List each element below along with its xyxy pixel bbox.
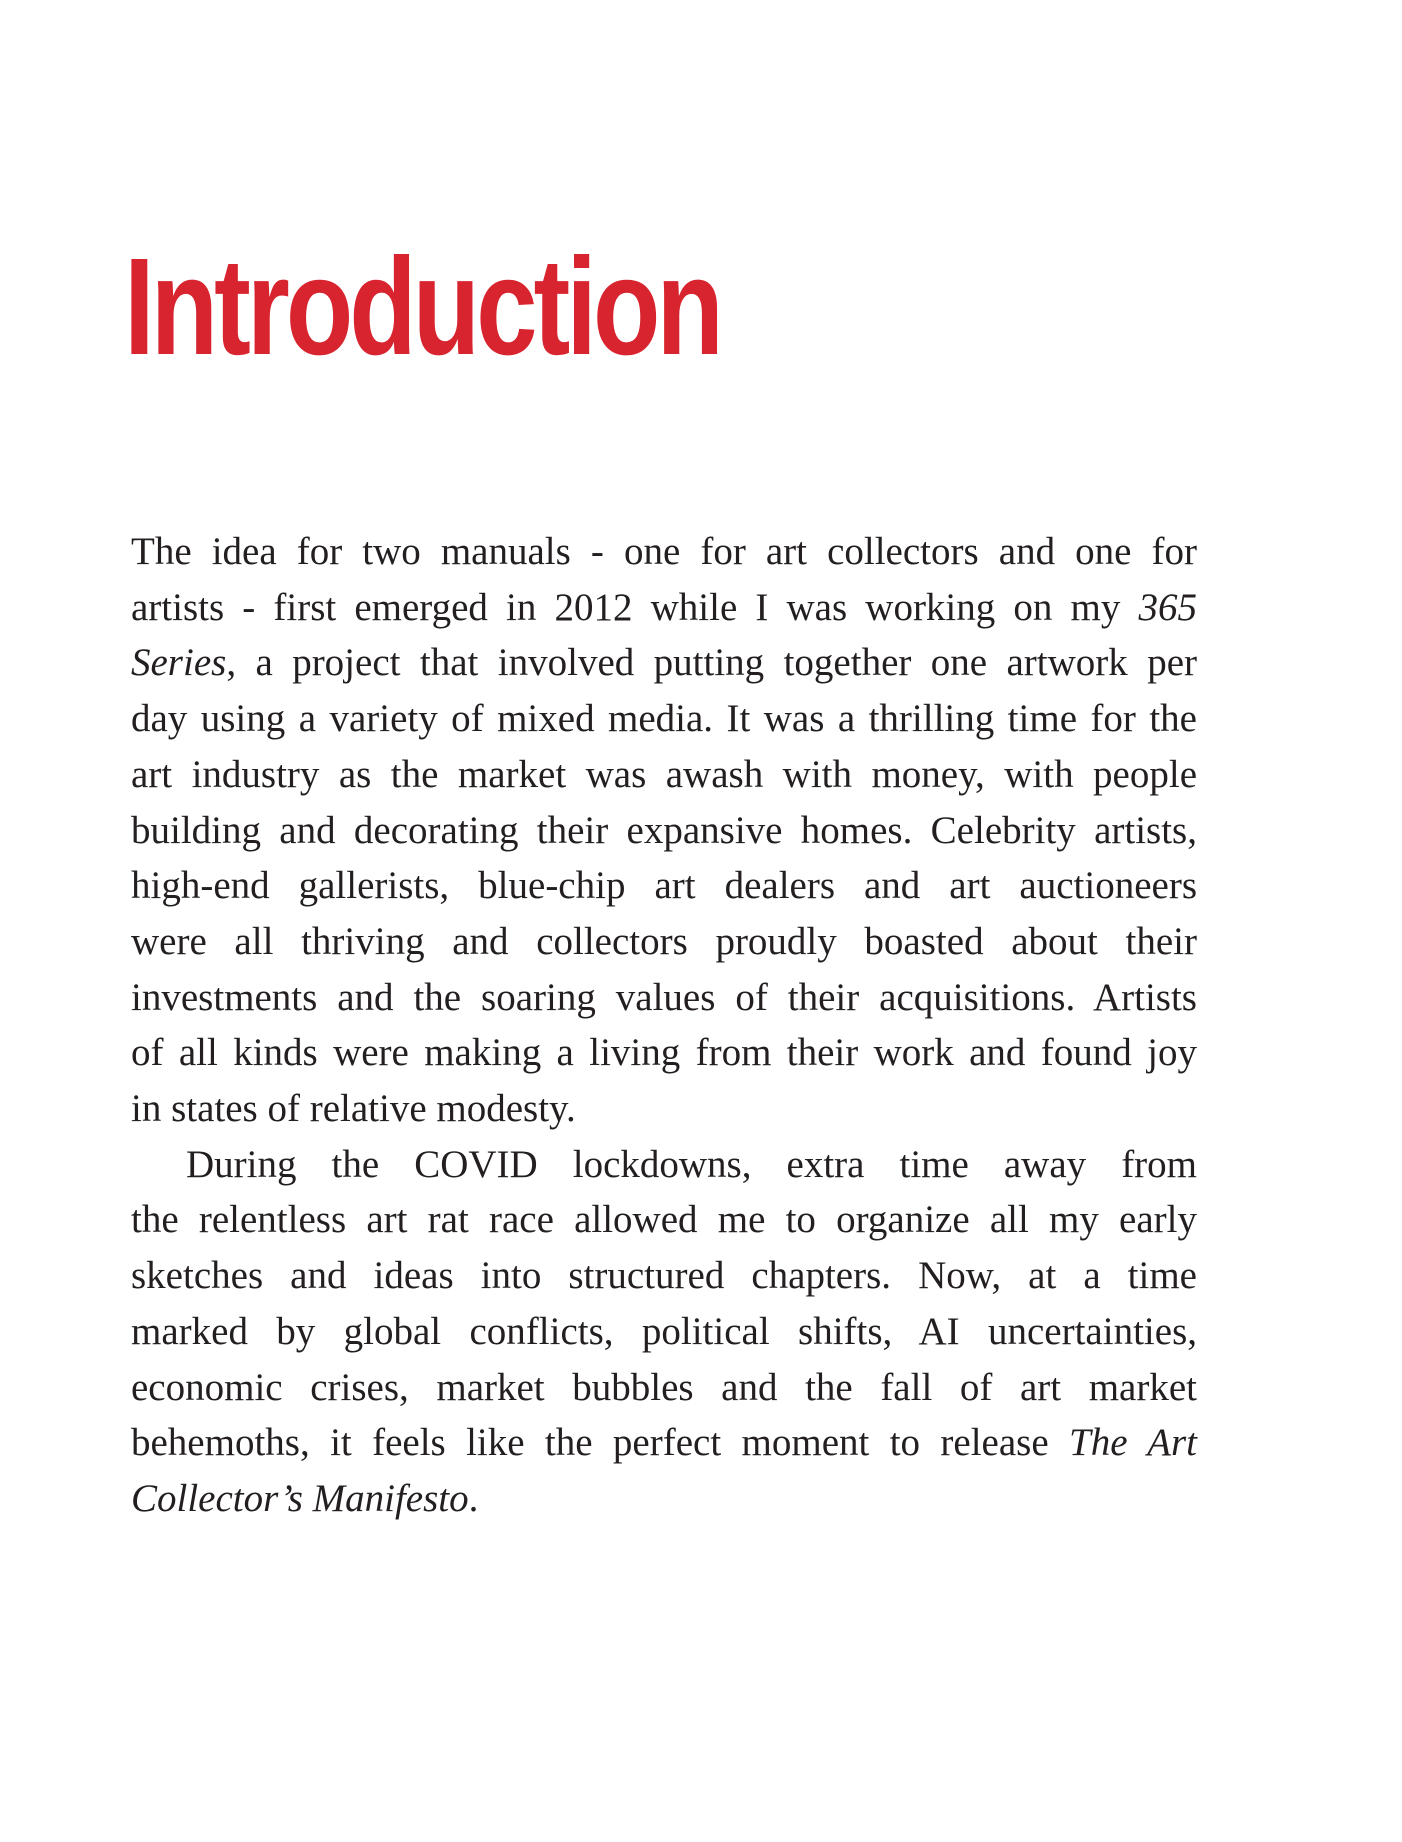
paragraph-2 (131, 1137, 1197, 1527)
book-title-italic: The Art (1069, 1421, 1197, 1465)
text-line (131, 1192, 1197, 1248)
text-line (131, 970, 1197, 1026)
text-line (131, 1360, 1197, 1416)
text-run: During the COVID lockdowns, extra time away from (186, 1142, 1197, 1186)
text-run: artists - first emerged in 2012 while I was working on my (131, 585, 1139, 629)
text-run: day using a variety of mixed media. It was a thrilling time for the (131, 697, 1197, 741)
text-run: in states of relative modesty. (131, 1087, 576, 1131)
text-line (131, 1081, 1197, 1137)
text-line (131, 691, 1197, 747)
series-title-italic: 365 (1138, 585, 1197, 629)
text-line (131, 914, 1197, 970)
text-line (131, 635, 1197, 691)
text-line (131, 1471, 1197, 1527)
text-line (131, 1137, 1197, 1193)
paragraph-1 (131, 524, 1197, 1137)
text-run: building and decorating their expansive homes. Celebrity artists, (131, 808, 1197, 852)
text-line (131, 803, 1197, 859)
text-line (131, 580, 1197, 636)
text-line (131, 1304, 1197, 1360)
text-run: . (468, 1476, 479, 1520)
text-run: economic crises, market bubbles and the fall of art market (131, 1365, 1197, 1409)
text-run: behemoths, it feels like the perfect moment to release (131, 1421, 1069, 1465)
book-title-italic: Collector’s Manifesto (131, 1476, 469, 1520)
text-line (131, 524, 1197, 580)
text-run: high-end gallerists, blue-chip art dealers and art auctioneers (131, 864, 1197, 908)
text-line (131, 1248, 1197, 1304)
text-run: marked by global conflicts, political shifts, AI uncertainties, (131, 1309, 1197, 1353)
text-line (131, 858, 1197, 914)
text-line (131, 1025, 1197, 1081)
body-text (131, 524, 1197, 1527)
text-line (131, 1415, 1197, 1471)
text-run: of all kinds were making a living from their work and found joy (131, 1031, 1197, 1075)
text-run: were all thriving and collectors proudly boasted about their (131, 919, 1197, 963)
text-line (131, 747, 1197, 803)
text-run: investments and the soaring values of their acquisitions. Artists (131, 975, 1197, 1019)
text-run: the relentless art rat race allowed me to organize all my early (131, 1198, 1197, 1242)
page-title: Introduction (124, 230, 720, 384)
text-run: art industry as the market was awash with money, with people (131, 752, 1197, 796)
text-run: The idea for two manuals - one for art collectors and one for (131, 530, 1197, 573)
series-title-italic: Series (131, 641, 227, 685)
text-run: , a project that involved putting together one artwork per (226, 641, 1197, 685)
text-run: sketches and ideas into structured chapters. Now, at a time (131, 1254, 1197, 1298)
